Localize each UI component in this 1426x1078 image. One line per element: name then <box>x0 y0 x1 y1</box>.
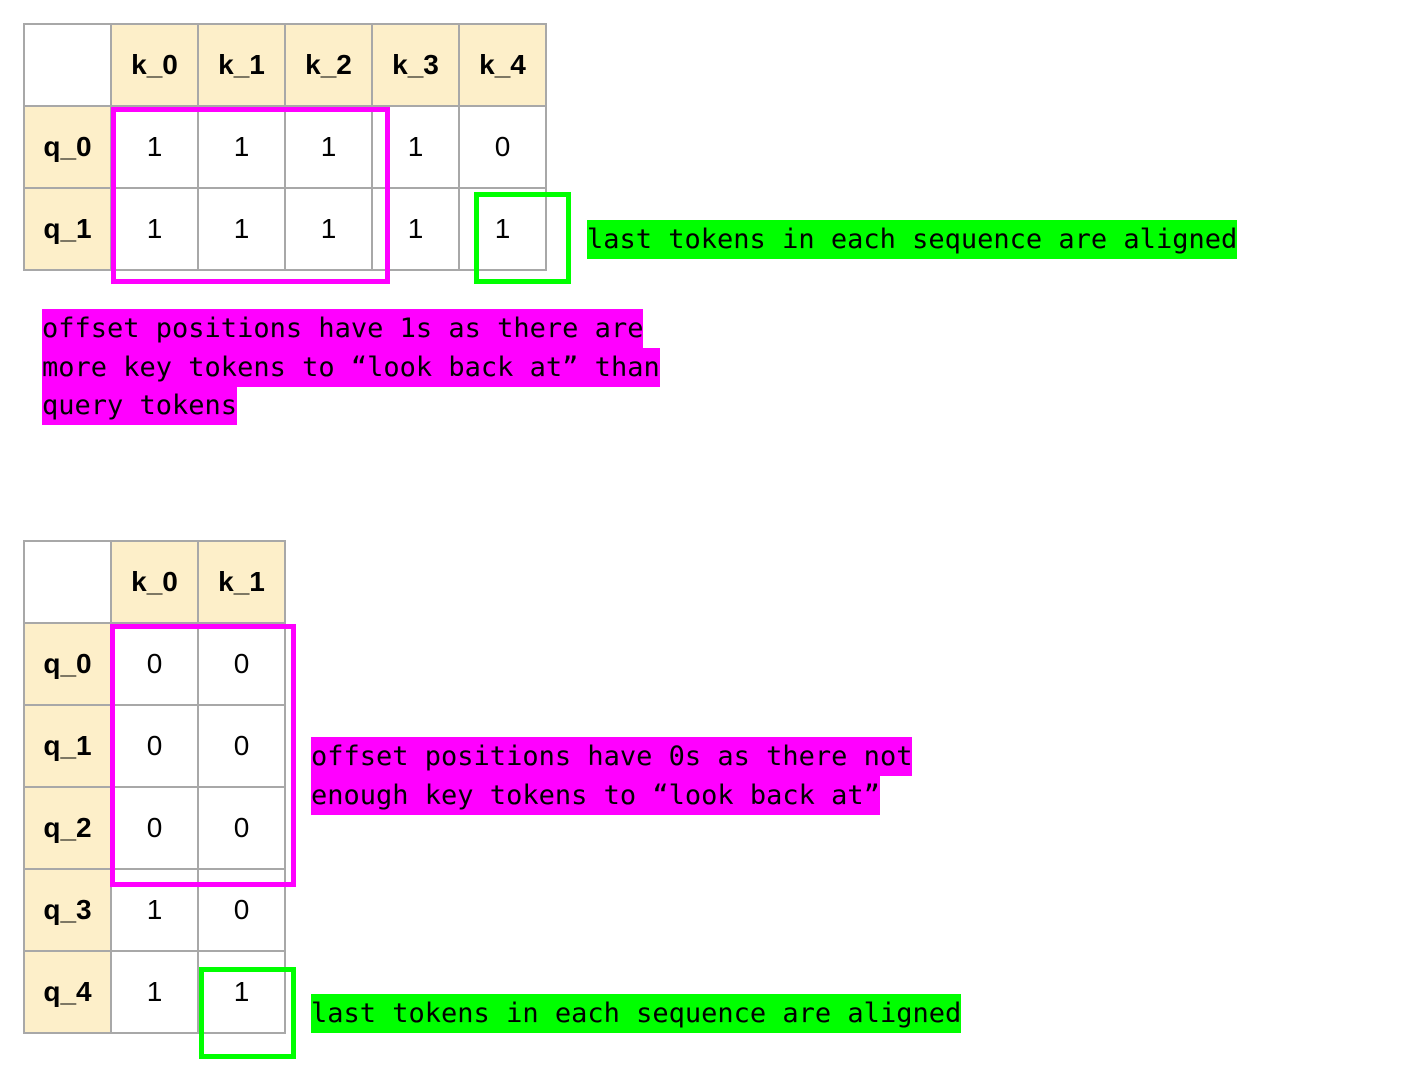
top-cell: 1 <box>459 188 546 270</box>
bottom-cell: 0 <box>111 705 198 787</box>
bottom-row-header: q_1 <box>24 705 111 787</box>
top-col-header: k_4 <box>459 24 546 106</box>
bottom-cell: 0 <box>111 623 198 705</box>
bottom-row-header: q_4 <box>24 951 111 1033</box>
bottom-aligned-note-text: last tokens in each sequence are aligned <box>311 994 961 1033</box>
bottom-header-row <box>24 541 285 623</box>
bottom-table-row <box>24 623 285 705</box>
bottom-cell: 0 <box>198 705 285 787</box>
top-offset-note <box>42 310 660 426</box>
bottom-table-row <box>24 787 285 869</box>
top-offset-note-text: offset positions have 1s as there are more key tokens to “look back at” than query tokens <box>42 309 660 425</box>
bottom-offset-note <box>311 738 912 815</box>
bottom-table-row <box>24 951 285 1033</box>
top-row-header: q_1 <box>24 188 111 270</box>
bottom-col-header: k_0 <box>111 541 198 623</box>
top-aligned-note <box>587 221 1237 260</box>
bottom-aligned-note <box>311 995 961 1034</box>
bottom-cell: 0 <box>198 869 285 951</box>
bottom-offset-note-text: offset positions have 0s as there not enough key tokens to “look back at” <box>311 737 912 815</box>
top-cell: 1 <box>372 188 459 270</box>
bottom-corner-cell <box>24 541 111 623</box>
bottom-table-row <box>24 705 285 787</box>
bottom-col-header: k_1 <box>198 541 285 623</box>
bottom-mask-table <box>23 540 286 1034</box>
top-col-header: k_0 <box>111 24 198 106</box>
top-corner-cell <box>24 24 111 106</box>
top-col-header: k_1 <box>198 24 285 106</box>
top-cell: 1 <box>285 188 372 270</box>
top-cell: 1 <box>198 106 285 188</box>
top-mask-table <box>23 23 547 271</box>
bottom-cell: 1 <box>198 951 285 1033</box>
bottom-row-header: q_0 <box>24 623 111 705</box>
bottom-cell: 0 <box>111 787 198 869</box>
top-cell: 1 <box>372 106 459 188</box>
top-row-header: q_0 <box>24 106 111 188</box>
top-cell: 1 <box>285 106 372 188</box>
bottom-cell: 0 <box>198 623 285 705</box>
top-table-row <box>24 106 546 188</box>
top-cell: 0 <box>459 106 546 188</box>
top-col-header: k_2 <box>285 24 372 106</box>
top-table-row <box>24 188 546 270</box>
top-cell: 1 <box>111 188 198 270</box>
top-header-row <box>24 24 546 106</box>
top-aligned-note-text: last tokens in each sequence are aligned <box>587 220 1237 259</box>
bottom-cell: 1 <box>111 869 198 951</box>
bottom-cell: 1 <box>111 951 198 1033</box>
bottom-row-header: q_2 <box>24 787 111 869</box>
bottom-row-header: q_3 <box>24 869 111 951</box>
top-cell: 1 <box>111 106 198 188</box>
top-cell: 1 <box>198 188 285 270</box>
top-col-header: k_3 <box>372 24 459 106</box>
bottom-table-row <box>24 869 285 951</box>
bottom-cell: 0 <box>198 787 285 869</box>
